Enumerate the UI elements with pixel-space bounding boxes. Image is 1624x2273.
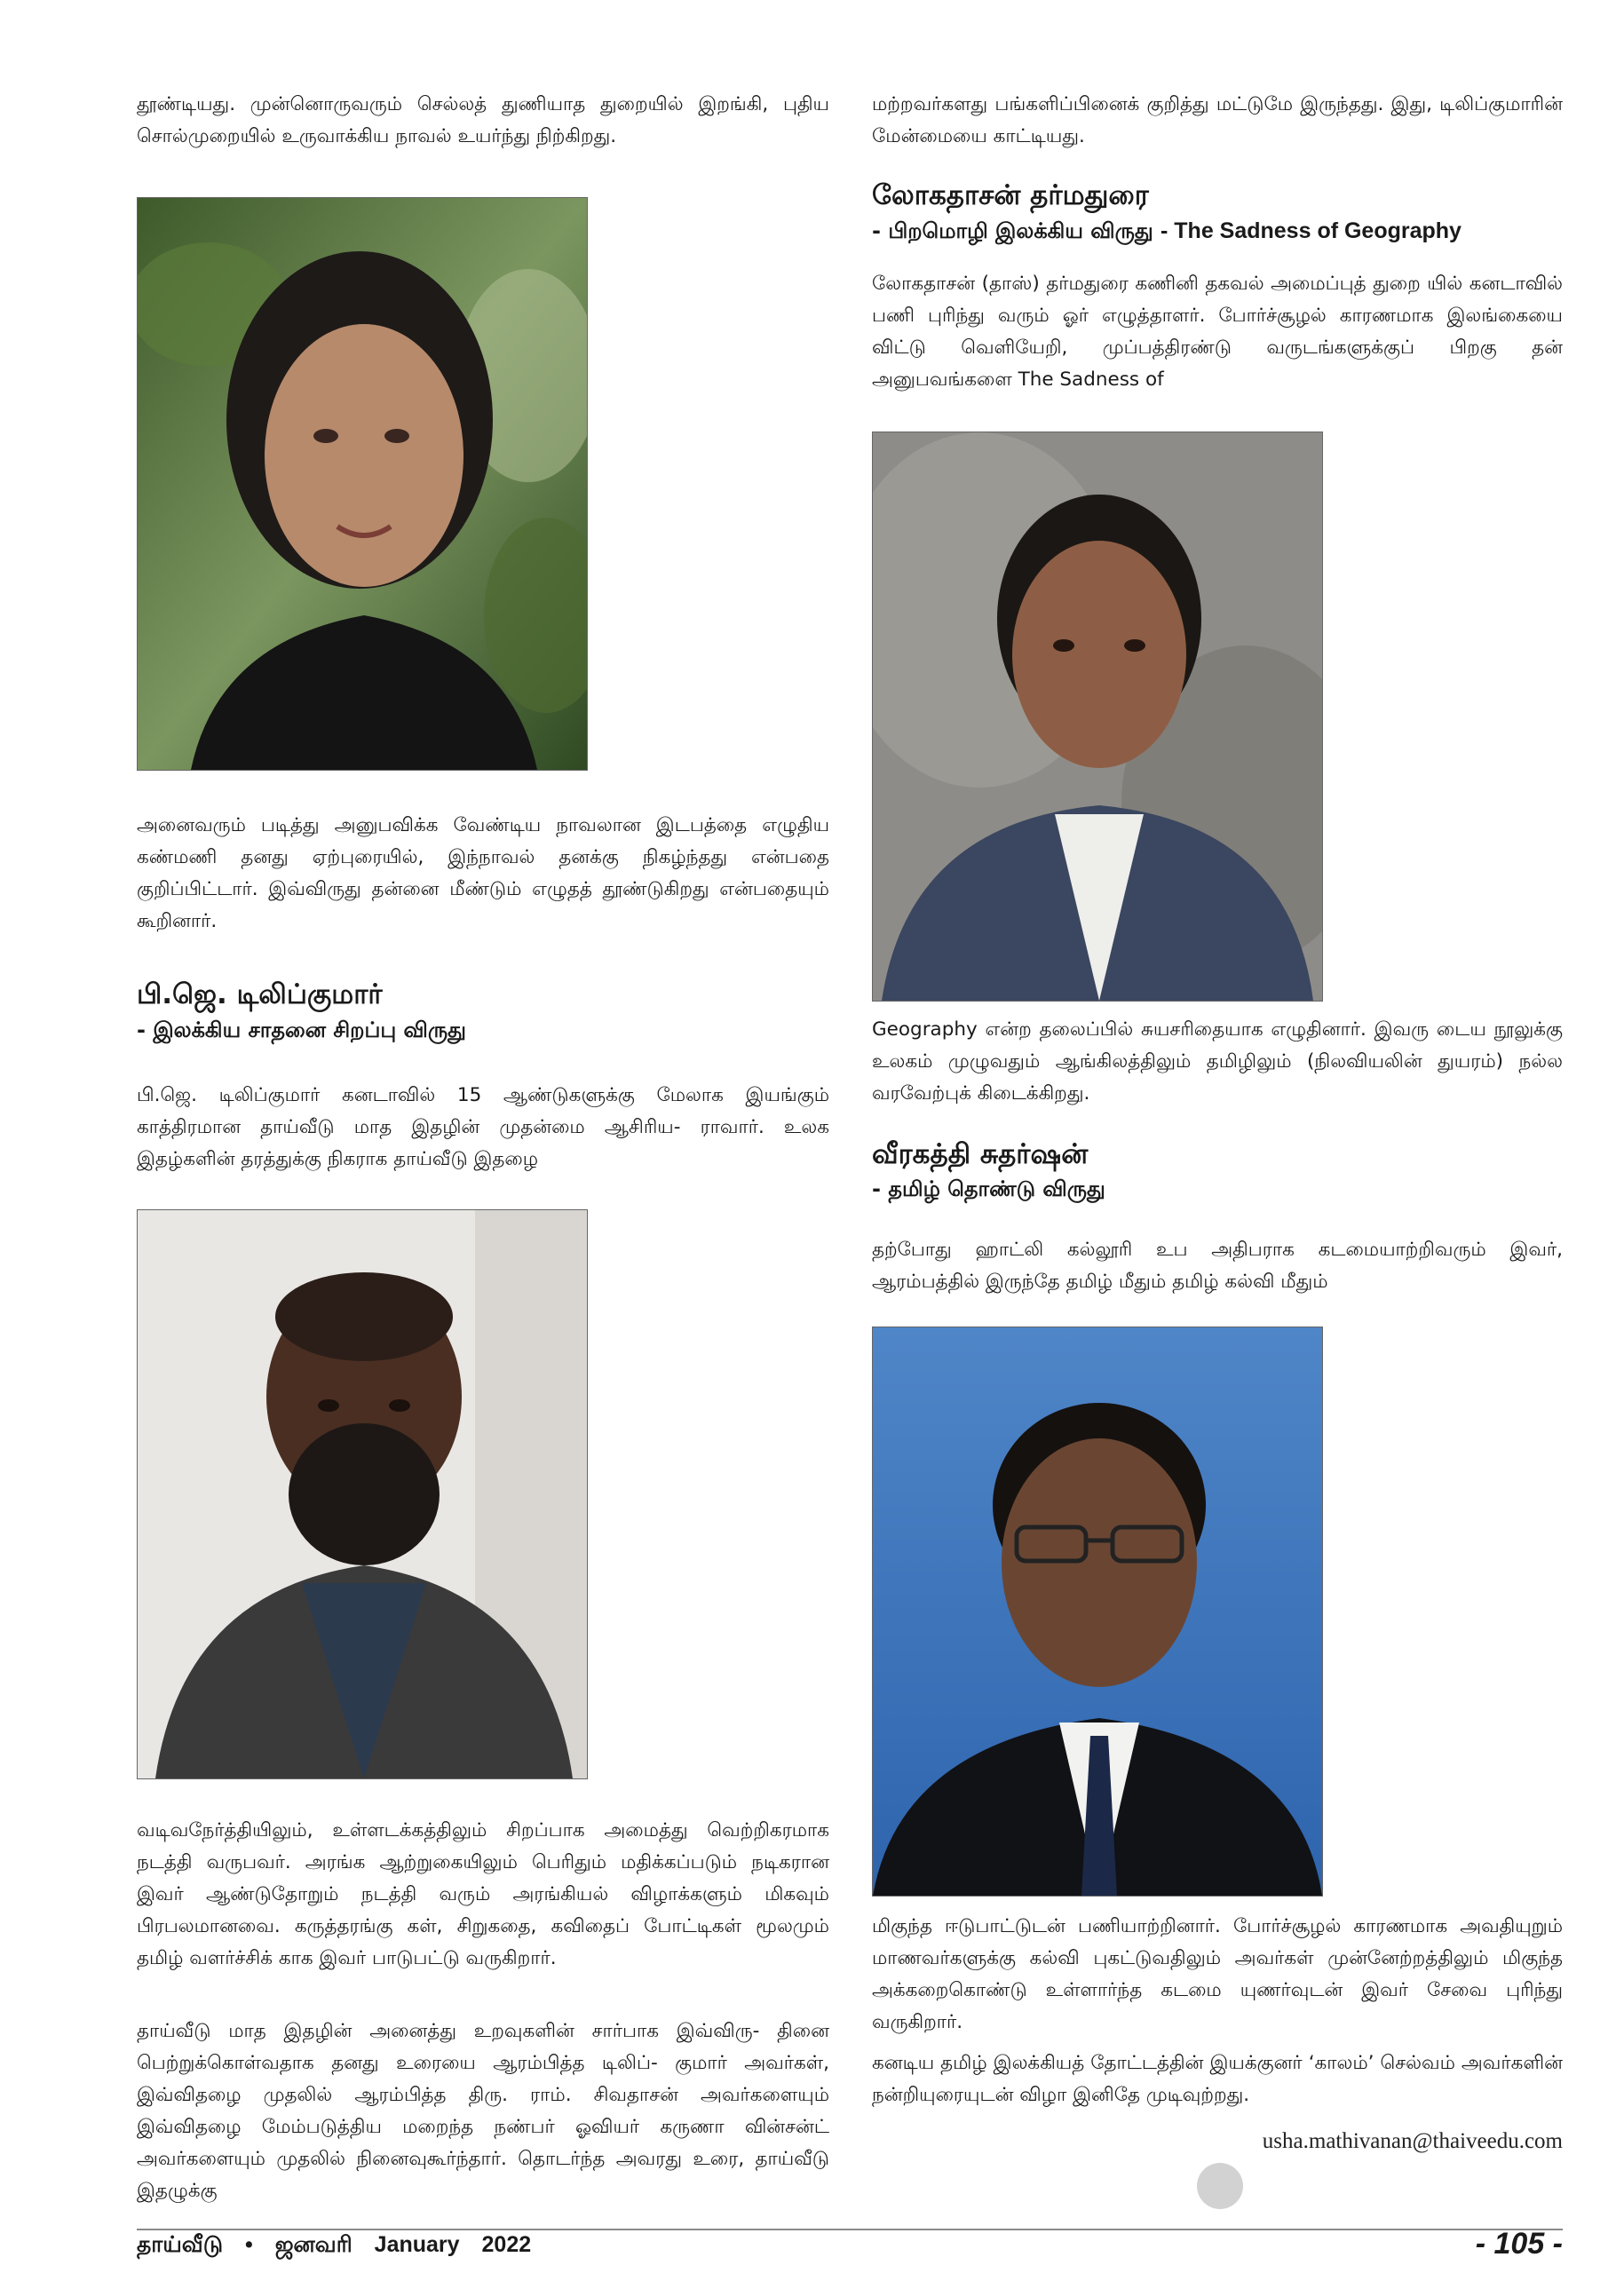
- photo-dilipkumar: [137, 1209, 588, 1779]
- footer-magazine-name: தாய்வீடு: [137, 2232, 224, 2257]
- photo-logathasan: [872, 432, 1323, 1002]
- footer-divider: [137, 2229, 1563, 2230]
- footer-masthead: [137, 2232, 547, 2261]
- footer-bullet: •: [244, 2232, 253, 2257]
- veera-award-subheading: - தமிழ் தொண்டு விருது: [872, 1176, 1105, 1201]
- loga-award-tamil: - பிறமொழி இலக்கிய விருது: [872, 218, 1153, 243]
- dilip-name-heading: பி.ஜெ. டிலிப்குமார்: [137, 978, 383, 1010]
- loga-paragraph-2: Geography என்ற தலைப்பில் சுயசரிதையாக எழுதினார். இவரு டைய நூலுக்கு உலகம் முழுவதும் ஆங்கிலத்திலும் தமிழிலும் (நிலவியலின் துயரம்) நல்ல வரவேற்புக் கிடைக்கிறது.: [872, 1018, 1563, 1105]
- loga-award-english: - The Sadness of Geography: [1161, 218, 1462, 243]
- photo-kanmani: [137, 197, 588, 771]
- footer-month-tamil: ஜனவரி: [274, 2232, 353, 2257]
- veera-paragraph-2: மிகுந்த ஈடுபாட்டுடன் பணியாற்றினார். போர்ச்சூழல் காரணமாக அவதியுறும் மாணவர்களுக்கு கல்வி புகட்டுவதிலும் அவர்கள் முன்னேற்றத்திலும் மிகுந்த அக்கறைகொண்டு உள்ளார்ந்த கடமை யுணர்வுடன் இவர் சேவை புரிந்து வருகிறார்.: [872, 1915, 1563, 2033]
- end-mark-dot: [1197, 2163, 1243, 2209]
- dilip-paragraph-2: வடிவநேர்த்தியிலும், உள்ளடக்கத்திலும் சிறப்பாக அமைத்து வெற்றிகரமாக நடத்தி வருபவர். அரங்க ஆற்றுகையிலும் பெரிதும் மதிக்கப்படும் நடிகரான இவர் ஆண்டுதோறும் நடத்தி வரும் அரங்கியல் விழாக்களும் மிகவும் பிரபலமானவை. கருத்தரங்கு கள், சிறுகதை, கவிதைப் போட்டிகள் மூலமும் தமிழ் வளர்ச்சிக் காக இவர் பாடுபட்டு வருகிறார்.: [137, 1819, 829, 1969]
- dilip-paragraph-3: தாய்வீடு மாத இதழின் அனைத்து உறவுகளின் சார்பாக இவ்விரு- தினை பெற்றுக்கொள்வதாக தனது உரையை ஆரம்பித்த டிலிப்- குமார் அவர்கள், இவ்விதழை முதலில் ஆரம்பித்த திரு. ராம். சிவதாசன் அவர்களையும் இவ்விதழை மேம்படுத்திய மறைந்த நண்பர் ஓவியர் கருணா வின்சன்ட் அவர்களையும் முதலில் நினைவுகூர்ந்தார். தொடர்ந்த அவரது உரை, தாய்வீடு இதழுக்கு: [137, 2020, 829, 2202]
- veera-name-heading: வீரகத்தி சுதர்ஷன்: [872, 1138, 1089, 1170]
- dilip-award-subheading: - இலக்கிய சாதனை சிறப்பு விருது: [137, 1018, 466, 1042]
- footer-year: 2022: [481, 2232, 532, 2257]
- loga-award-subheading: [872, 216, 1462, 246]
- veera-paragraph-1: தற்போது ஹாட்லி கல்லூரி உப அதிபராக கடமையாற்றிவரும் இவர், ஆரம்பத்தில் இருந்தே தமிழ் மீதும் தமிழ் கல்வி மீதும்: [872, 1239, 1563, 1293]
- footer-month-english: January: [374, 2232, 460, 2257]
- right-intro-paragraph: மற்றவர்களது பங்களிப்பினைக் குறித்து மட்டுமே இருந்தது. இது, டிலிப்குமாரின் மேன்மையை காட்டியது.: [872, 93, 1563, 147]
- loga-paragraph-1: லோகதாசன் (தாஸ்) தர்மதுரை கணினி தகவல் அமைப்புத் துறை யில் கனடாவில் பணி புரிந்து வரும் ஓர் எழுத்தாளர். போர்ச்சூழல் காரணமாக இலங்கையை விட்டு வெளியேறி, முப்பத்திரண்டு வருடங்களுக்குப் பிறகு தன் அனுபவங்களை The Sadness of: [872, 273, 1563, 391]
- closing-paragraph: கனடிய தமிழ் இலக்கியத் தோட்டத்தின் இயக்குனர் ‘காலம்’ செல்வம் அவர்களின் நன்றியுரையுடன் விழா இனிதே முடிவுற்றது.: [872, 2052, 1563, 2106]
- photo-veerakathi: [872, 1327, 1323, 1897]
- dilip-paragraph-1: பி.ஜெ. டிலிப்குமார் கனடாவில் 15 ஆண்டுகளுக்கு மேலாக இயங்கும் காத்திரமான தாய்வீடு மாத இதழின் முதன்மை ஆசிரிய- ராவார். உலக இதழ்களின் தரத்துக்கு நிகராக தாய்வீடு இதழை: [137, 1084, 829, 1170]
- author-email[interactable]: usha.mathivanan@thaiveedu.com: [1262, 2129, 1563, 2153]
- left-intro-paragraph: தூண்டியது. முன்னொருவரும் செல்லத் துணியாத துறையில் இறங்கி, புதிய சொல்முறையில் உருவாக்கிய நாவல் உயர்ந்து நிற்கிறது.: [137, 93, 829, 147]
- kanmani-paragraph: அனைவரும் படித்து அனுபவிக்க வேண்டிய நாவலான இடபத்தை எழுதிய கண்மணி தனது ஏற்புரையில், இந்நாவல் தனக்கு நிகழ்ந்தது என்பதை குறிப்பிட்டார். இவ்விருது தன்னை மீண்டும் எழுதத் தூண்டுகிறது என்பதையும் கூறினார்.: [137, 814, 829, 932]
- loga-name-heading: லோகதாசன் தர்மதுரை: [872, 179, 1149, 211]
- page-number: - 105 -: [1475, 2227, 1563, 2261]
